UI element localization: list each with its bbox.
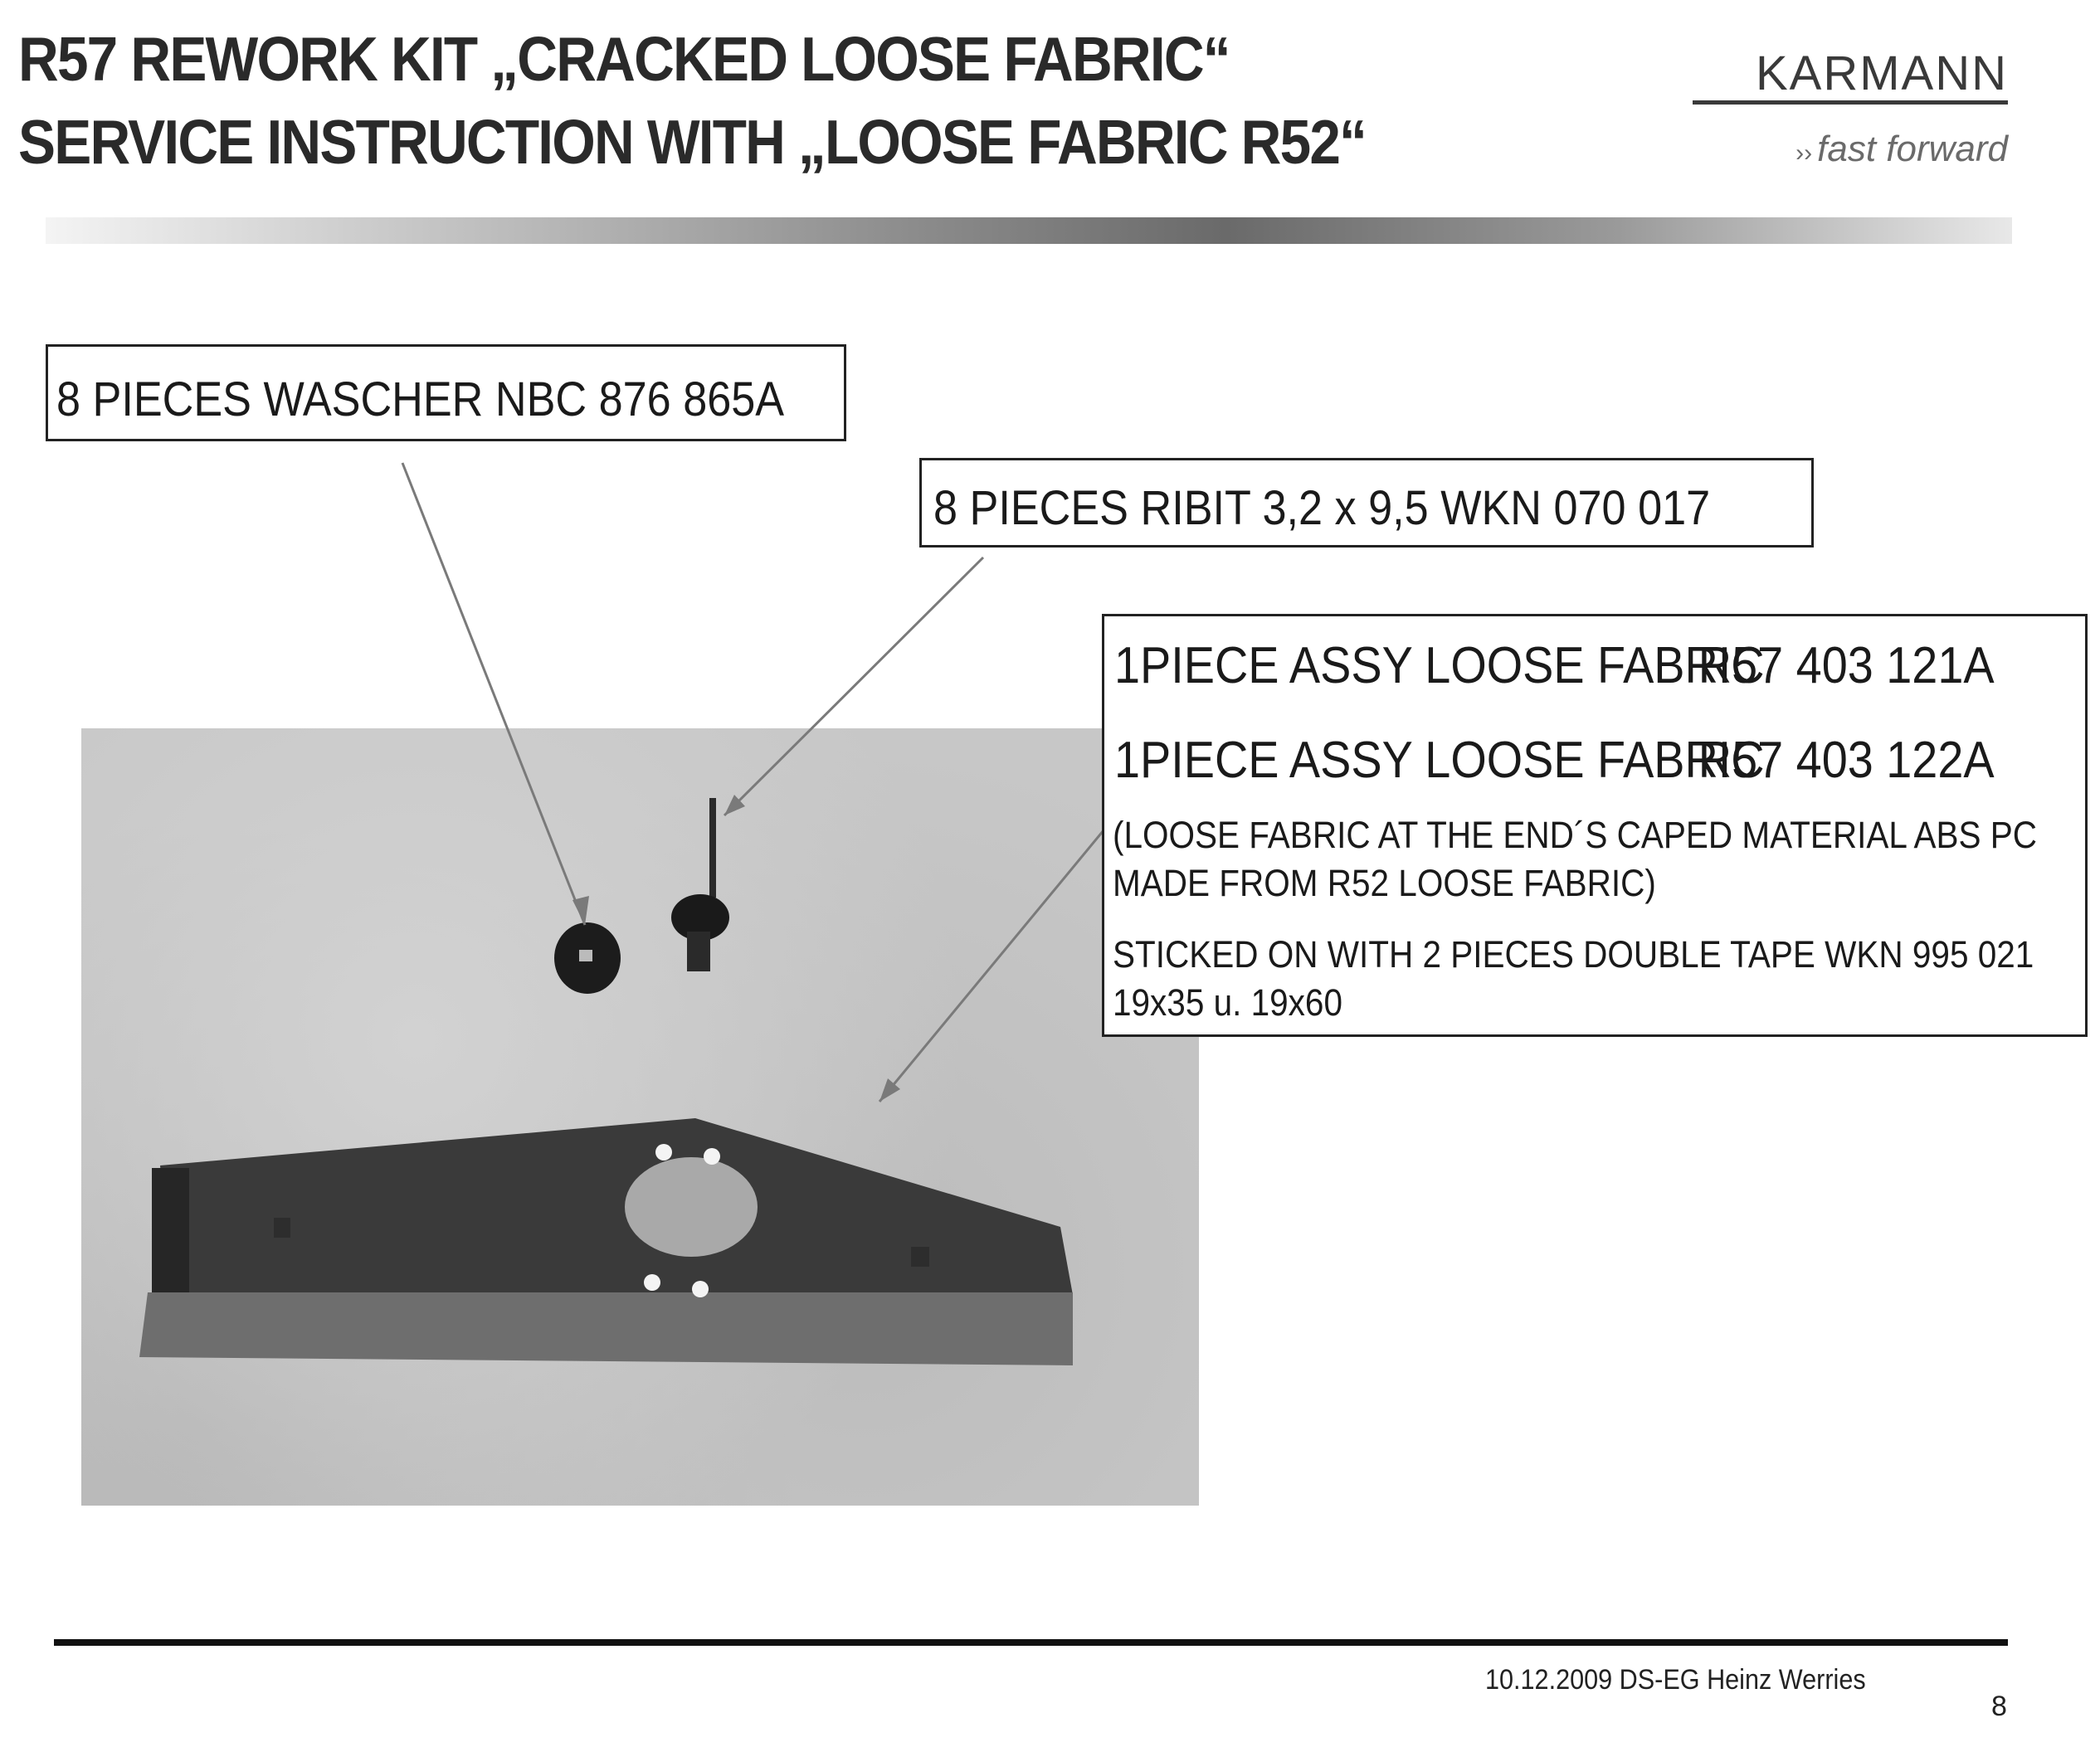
assy-2-name: 1PIECE ASSY LOOSE FABRIC (1114, 732, 1765, 789)
rework-kit-photo-drawing (81, 728, 1199, 1506)
loose-fabric-part-top (160, 1118, 1073, 1295)
slide-title-line-1: R57 REWORK KIT „CRACKED LOOSE FABRIC“ (18, 24, 1230, 94)
mount-hole-1 (655, 1144, 672, 1161)
assy-row-2 (1114, 731, 1995, 790)
note-line-2: MADE FROM R52 LOOSE FABRIC) (1113, 862, 1656, 904)
tape-line-2: 19x35 u. 19x60 (1113, 981, 1342, 1024)
assy-2-code: R57 403 122A (1698, 732, 1995, 789)
header-gradient-bar (46, 217, 2012, 244)
mount-hole-4 (692, 1281, 709, 1297)
slot-left (274, 1218, 290, 1238)
page-number: 8 (1991, 1691, 2007, 1722)
logo-tagline: fast forward (1817, 129, 2008, 169)
washer-label: 8 PIECES WASCHER NBC 876 865A (56, 372, 785, 426)
slide-title-line-2: SERVICE INSTRUCTION WITH „LOOSE FABRIC R52“ (18, 107, 1367, 177)
washer-label-box (46, 344, 846, 441)
footer-rule (54, 1639, 2008, 1646)
rivet-label: 8 PIECES RIBIT 3,2 x 9,5 WKN 070 017 (933, 481, 1711, 535)
rivet-label-box (919, 458, 1814, 547)
loose-fabric-end-cap (152, 1168, 189, 1292)
logo-wordmark: KARMANN (1755, 46, 2008, 100)
karmann-logo (1676, 46, 2008, 178)
logo-tagline-row (1795, 129, 2008, 170)
rivet-body (687, 932, 710, 971)
footer-date-author: 10.12.2009 DS-EG Heinz Werries (1485, 1664, 1866, 1696)
mount-hole-2 (704, 1148, 720, 1165)
assy-1-code: R57 403 121A (1698, 637, 1995, 694)
logo-underline (1693, 100, 2008, 105)
mount-hole-3 (644, 1274, 660, 1291)
assembly-label-box (1102, 614, 2088, 1037)
double-chevron-right-icon: ›› (1795, 139, 1813, 167)
washer-hole (579, 950, 592, 961)
assy-row-1 (1114, 636, 1995, 695)
note-line-1: (LOOSE FABRIC AT THE END´S CAPED MATERIAL ABS PC (1113, 814, 2038, 856)
slot-right (911, 1247, 929, 1267)
assy-1-name: 1PIECE ASSY LOOSE FABRIC (1114, 637, 1765, 694)
loose-fabric-center-hole (625, 1157, 758, 1257)
rivet-mandrel (709, 798, 716, 898)
tape-line-1: STICKED ON WITH 2 PIECES DOUBLE TAPE WKN 995 021 (1113, 933, 2034, 976)
rework-kit-photo (81, 728, 1199, 1506)
loose-fabric-part-edge (139, 1292, 1073, 1365)
